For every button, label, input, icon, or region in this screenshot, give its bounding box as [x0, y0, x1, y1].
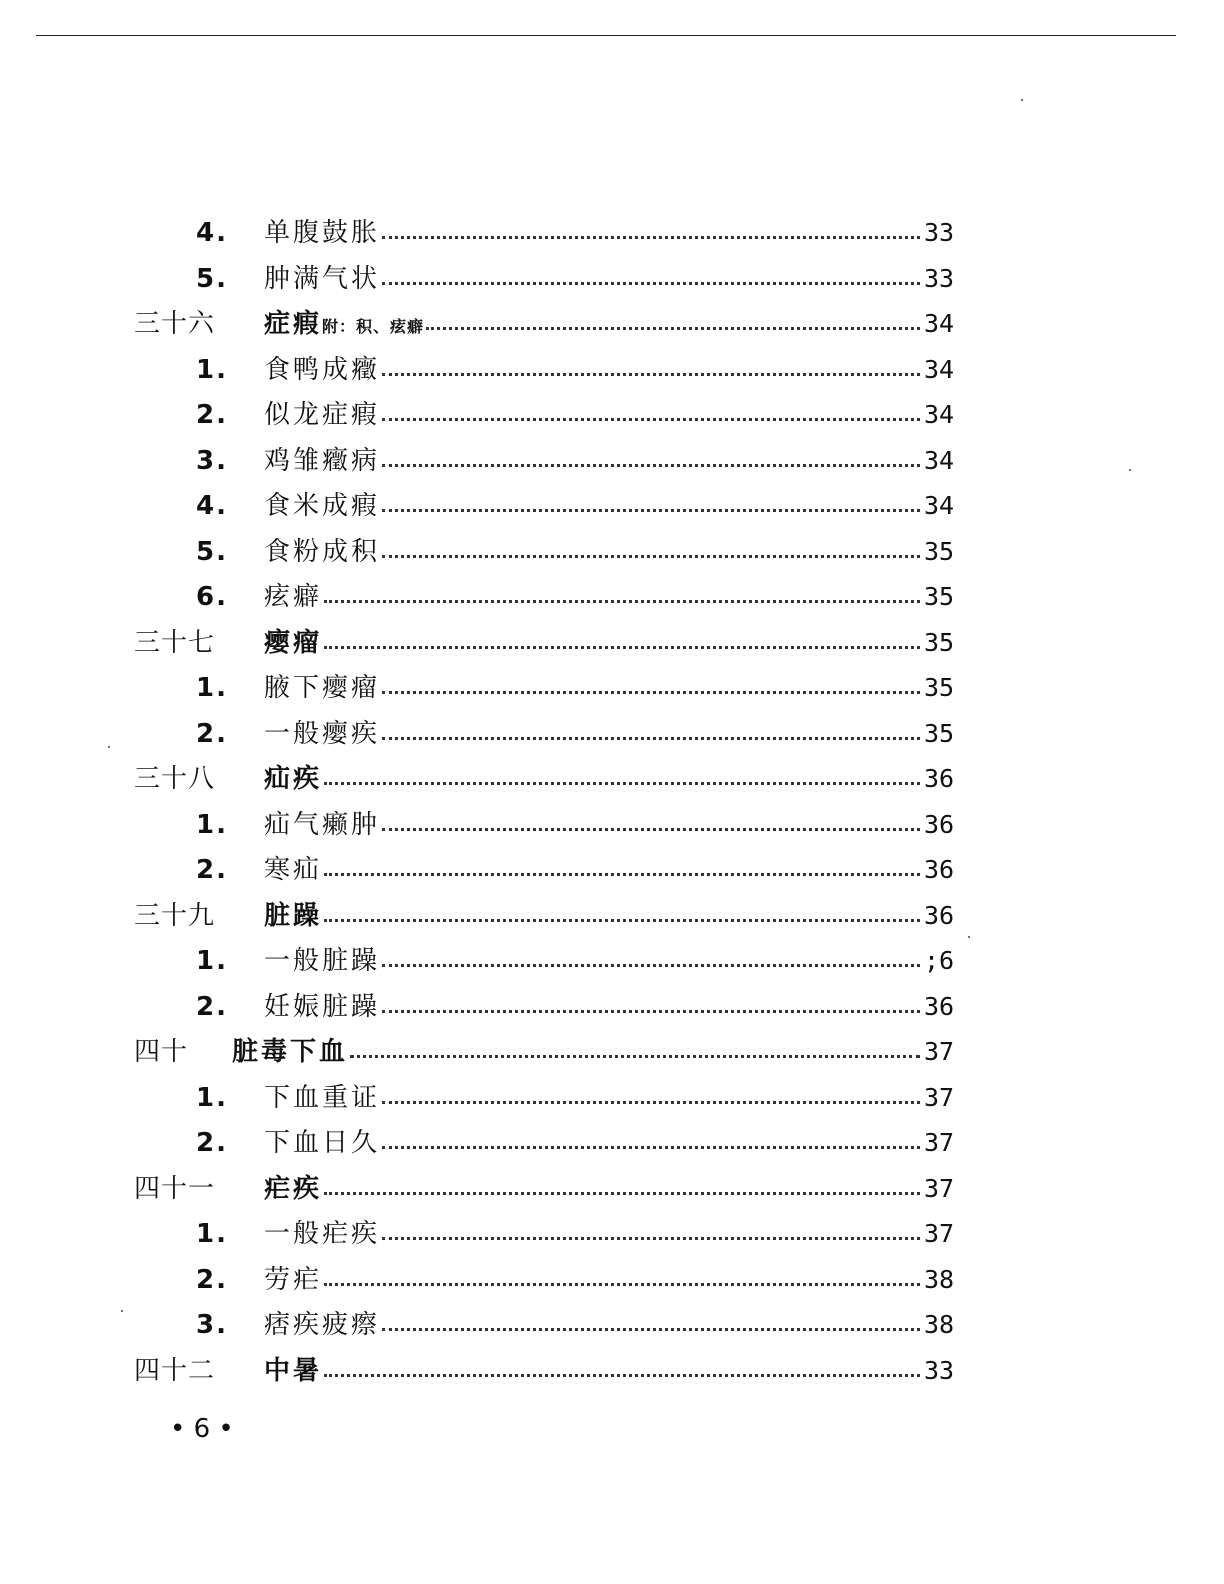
- toc-entry-page: 37: [924, 1082, 955, 1112]
- toc-dot-leader: [382, 509, 920, 512]
- toc-entry-title: [264, 764, 322, 794]
- toc-entry-page: 38: [924, 1310, 955, 1339]
- toc-entry-number: 四十一: [134, 1173, 216, 1204]
- toc-entry-page: 37: [924, 1128, 955, 1157]
- toc-entry-number: 四十二: [134, 1355, 216, 1386]
- toc-entry-title-text: 妊娠脏躁: [264, 991, 381, 1022]
- toc-entry-title-text: 症瘕: [264, 309, 323, 339]
- toc-entry-title-text: 瘿瘤: [264, 627, 323, 658]
- toc-chapter-row: [0, 620, 1224, 666]
- toc-entry-title: [264, 719, 380, 749]
- toc-entry-page: 37: [924, 1173, 955, 1203]
- toc-entry-page: 36: [924, 764, 955, 793]
- toc-dot-leader: [382, 691, 920, 694]
- toc-entry-title: [264, 901, 322, 931]
- toc-dot-leader: [324, 873, 920, 876]
- toc-entry-page: 35: [924, 627, 955, 657]
- toc-subentry-row: [0, 210, 1224, 256]
- toc-dot-leader: [382, 1101, 920, 1104]
- toc-entry-title: [264, 537, 380, 567]
- toc-subentry-row: [0, 938, 1224, 984]
- toc-entry-title-text: 似龙症瘕: [264, 400, 381, 430]
- toc-dot-leader: [324, 782, 920, 785]
- scan-speck: [968, 936, 970, 938]
- toc-subentry-row: [0, 1211, 1224, 1257]
- toc-entry-number: 4.: [196, 491, 228, 521]
- toc-entry-title: [264, 400, 380, 430]
- toc-entry-title: [264, 446, 380, 476]
- toc-entry-title-text: 疝疾: [264, 764, 323, 794]
- toc-entry-title: [232, 1037, 348, 1067]
- toc-chapter-row: [0, 756, 1224, 802]
- toc-dot-leader: [382, 282, 920, 285]
- toc-entry-title: [264, 264, 380, 294]
- toc-dot-leader: [382, 464, 920, 467]
- toc-entry-title: [264, 1310, 380, 1340]
- toc-entry-title: [264, 1265, 322, 1295]
- toc-chapter-row: [0, 1166, 1224, 1212]
- toc-entry-page: ;6: [924, 946, 955, 975]
- toc-entry-number: 三十九: [134, 900, 216, 931]
- toc-entry-title: [264, 946, 380, 976]
- toc-entry-title-text: 食粉成积: [264, 536, 381, 567]
- page-number: • 6 •: [170, 1414, 234, 1444]
- toc-entry-page: 35: [924, 718, 955, 748]
- toc-dot-leader: [382, 1010, 920, 1013]
- toc-entry-title: [264, 1219, 380, 1249]
- toc-entry-note: 附：积、痃癖: [322, 317, 425, 336]
- toc-subentry-row: [0, 483, 1224, 529]
- toc-dot-leader: [382, 1146, 920, 1149]
- toc-entry-title: [264, 855, 322, 885]
- toc-entry-page: 36: [924, 809, 955, 839]
- scan-speck: [1129, 469, 1131, 471]
- toc-entry-page: 34: [924, 445, 955, 475]
- toc-entry-title: [264, 355, 380, 385]
- toc-entry-number: 4.: [196, 218, 228, 248]
- toc-subentry-row: [0, 1075, 1224, 1121]
- toc-dot-leader: [324, 1374, 920, 1377]
- toc-entry-number: 3.: [196, 445, 228, 476]
- toc-subentry-row: [0, 984, 1224, 1030]
- toc-entry-page: 33: [924, 263, 955, 293]
- toc-entry-page: 34: [924, 309, 955, 338]
- toc-entry-number: 2.: [196, 855, 228, 885]
- toc-chapter-row: [0, 1029, 1224, 1075]
- toc-subentry-row: [0, 256, 1224, 302]
- toc-entry-title-text: 腋下瘿瘤: [264, 673, 381, 703]
- toc-entry-title: [264, 628, 322, 658]
- toc-entry-title: [264, 810, 380, 840]
- toc-entry-page: 36: [924, 855, 955, 884]
- toc-subentry-row: [0, 711, 1224, 757]
- toc-entry-number: 1.: [196, 1219, 228, 1249]
- toc-entry-title-text: 疟疾: [264, 1173, 323, 1204]
- toc-entry-page: 35: [924, 673, 955, 702]
- toc-dot-leader: [382, 828, 920, 831]
- toc-subentry-row: [0, 665, 1224, 711]
- toc-entry-page: 33: [924, 218, 955, 247]
- toc-entry-number: 2.: [196, 991, 228, 1022]
- toc-chapter-row: [0, 893, 1224, 939]
- toc-entry-title-text: 痞疾疲瘵: [264, 1310, 381, 1340]
- toc-entry-title-text: 中暑: [264, 1355, 323, 1386]
- toc-entry-title-text: 肿满气状: [264, 263, 381, 294]
- toc-dot-leader: [382, 1328, 920, 1331]
- toc-entry-page: 36: [924, 900, 955, 930]
- toc-entry-title: [264, 1174, 322, 1204]
- toc-subentry-row: [0, 392, 1224, 438]
- toc-entry-page: 36: [924, 991, 955, 1021]
- toc-entry-number: 2.: [196, 1264, 228, 1295]
- toc-entry-number: 三十六: [134, 309, 216, 339]
- toc-subentry-row: [0, 1257, 1224, 1303]
- toc-entry-page: 34: [924, 400, 955, 429]
- toc-entry-title-text: 一般疟疾: [264, 1219, 381, 1249]
- toc-subentry-row: [0, 574, 1224, 620]
- toc-dot-leader: [324, 646, 920, 649]
- toc-entry-title: [264, 582, 322, 612]
- toc-subentry-row: [0, 438, 1224, 484]
- toc-entry-title: [264, 1083, 380, 1113]
- toc-entry-number: 5.: [196, 536, 228, 567]
- scan-speck: [1021, 99, 1023, 101]
- toc-entry-number: 5.: [196, 263, 228, 294]
- toc-entry-title: [264, 1128, 380, 1158]
- toc-entry-title-text: 食米成瘕: [264, 491, 381, 521]
- toc-entry-title-text: 食鸭成癥: [264, 354, 381, 385]
- toc-entry-number: 3.: [196, 1310, 228, 1340]
- toc-entry-page: 38: [924, 1264, 955, 1294]
- toc-subentry-row: [0, 1120, 1224, 1166]
- toc-subentry-row: [0, 1302, 1224, 1348]
- toc-entry-page: 34: [924, 491, 955, 520]
- toc-entry-page: 37: [924, 1219, 955, 1248]
- toc-dot-leader: [324, 919, 920, 922]
- toc-entry-title-text: 脏躁: [264, 900, 323, 931]
- toc-entry-number: 三十八: [134, 764, 216, 794]
- toc-dot-leader: [324, 600, 920, 603]
- toc-dot-leader: [382, 373, 920, 376]
- toc-dot-leader: [382, 418, 920, 421]
- toc-entry-title-text: 脏毒下血: [232, 1037, 349, 1067]
- toc-dot-leader: [382, 236, 920, 239]
- toc-entry-number: 2.: [196, 1128, 228, 1158]
- scan-speck: [108, 746, 110, 748]
- toc-entry-number: 2.: [196, 400, 228, 430]
- toc-dot-leader: [382, 555, 920, 558]
- toc-entry-title: [264, 992, 380, 1022]
- toc-entry-page: 37: [924, 1037, 955, 1066]
- toc-entry-page: 35: [924, 582, 955, 611]
- toc-entry-number: 1.: [196, 673, 228, 703]
- toc-entry-title-text: 一般瘿疾: [264, 718, 381, 749]
- toc-subentry-row: [0, 347, 1224, 393]
- toc-entry-title-text: 寒疝: [264, 855, 323, 885]
- toc-entry-number: 1.: [196, 809, 228, 840]
- toc-entry-number: 四十: [134, 1037, 189, 1067]
- toc-entry-number: 三十七: [134, 627, 216, 658]
- toc-entry-title: [264, 491, 380, 521]
- toc-entry-page: 35: [924, 536, 955, 566]
- toc-dot-leader: [382, 964, 920, 967]
- table-of-contents: [0, 210, 1224, 1393]
- toc-entry-title-text: 下血重证: [264, 1082, 381, 1113]
- toc-chapter-row: [0, 1348, 1224, 1394]
- toc-entry-title-text: 劳疟: [264, 1264, 323, 1295]
- toc-subentry-row: [0, 529, 1224, 575]
- scan-speck: [121, 1310, 123, 1312]
- toc-entry-title: [264, 673, 380, 703]
- toc-subentry-row: [0, 802, 1224, 848]
- toc-entry-page: 33: [924, 1355, 955, 1385]
- toc-entry-number: 1.: [196, 946, 228, 976]
- toc-dot-leader: [324, 1283, 920, 1286]
- toc-chapter-row: [0, 301, 1224, 347]
- toc-dot-leader: [382, 1237, 920, 1240]
- toc-entry-title-text: 单腹鼓胀: [264, 218, 381, 248]
- toc-entry-number: 1.: [196, 354, 228, 385]
- toc-entry-title-text: 痃癖: [264, 582, 323, 612]
- toc-entry-title: [264, 1356, 322, 1386]
- toc-dot-leader: [324, 1192, 920, 1195]
- toc-dot-leader: [426, 327, 920, 330]
- toc-entry-title-text: 一般脏躁: [264, 946, 381, 976]
- toc-entry-title-text: 鸡雏癥病: [264, 445, 381, 476]
- toc-entry-page: 34: [924, 354, 955, 384]
- toc-dot-leader: [350, 1055, 920, 1058]
- toc-entry-title-text: 疝气癞肿: [264, 809, 381, 840]
- toc-entry-number: 6.: [196, 582, 228, 612]
- toc-subentry-row: [0, 847, 1224, 893]
- toc-entry-title: [264, 309, 424, 342]
- toc-entry-title-text: 下血日久: [264, 1128, 381, 1158]
- toc-entry-number: 1.: [196, 1082, 228, 1113]
- toc-entry-number: 2.: [196, 718, 228, 749]
- top-rule: [36, 35, 1176, 36]
- toc-entry-title: [264, 218, 380, 248]
- toc-dot-leader: [382, 737, 920, 740]
